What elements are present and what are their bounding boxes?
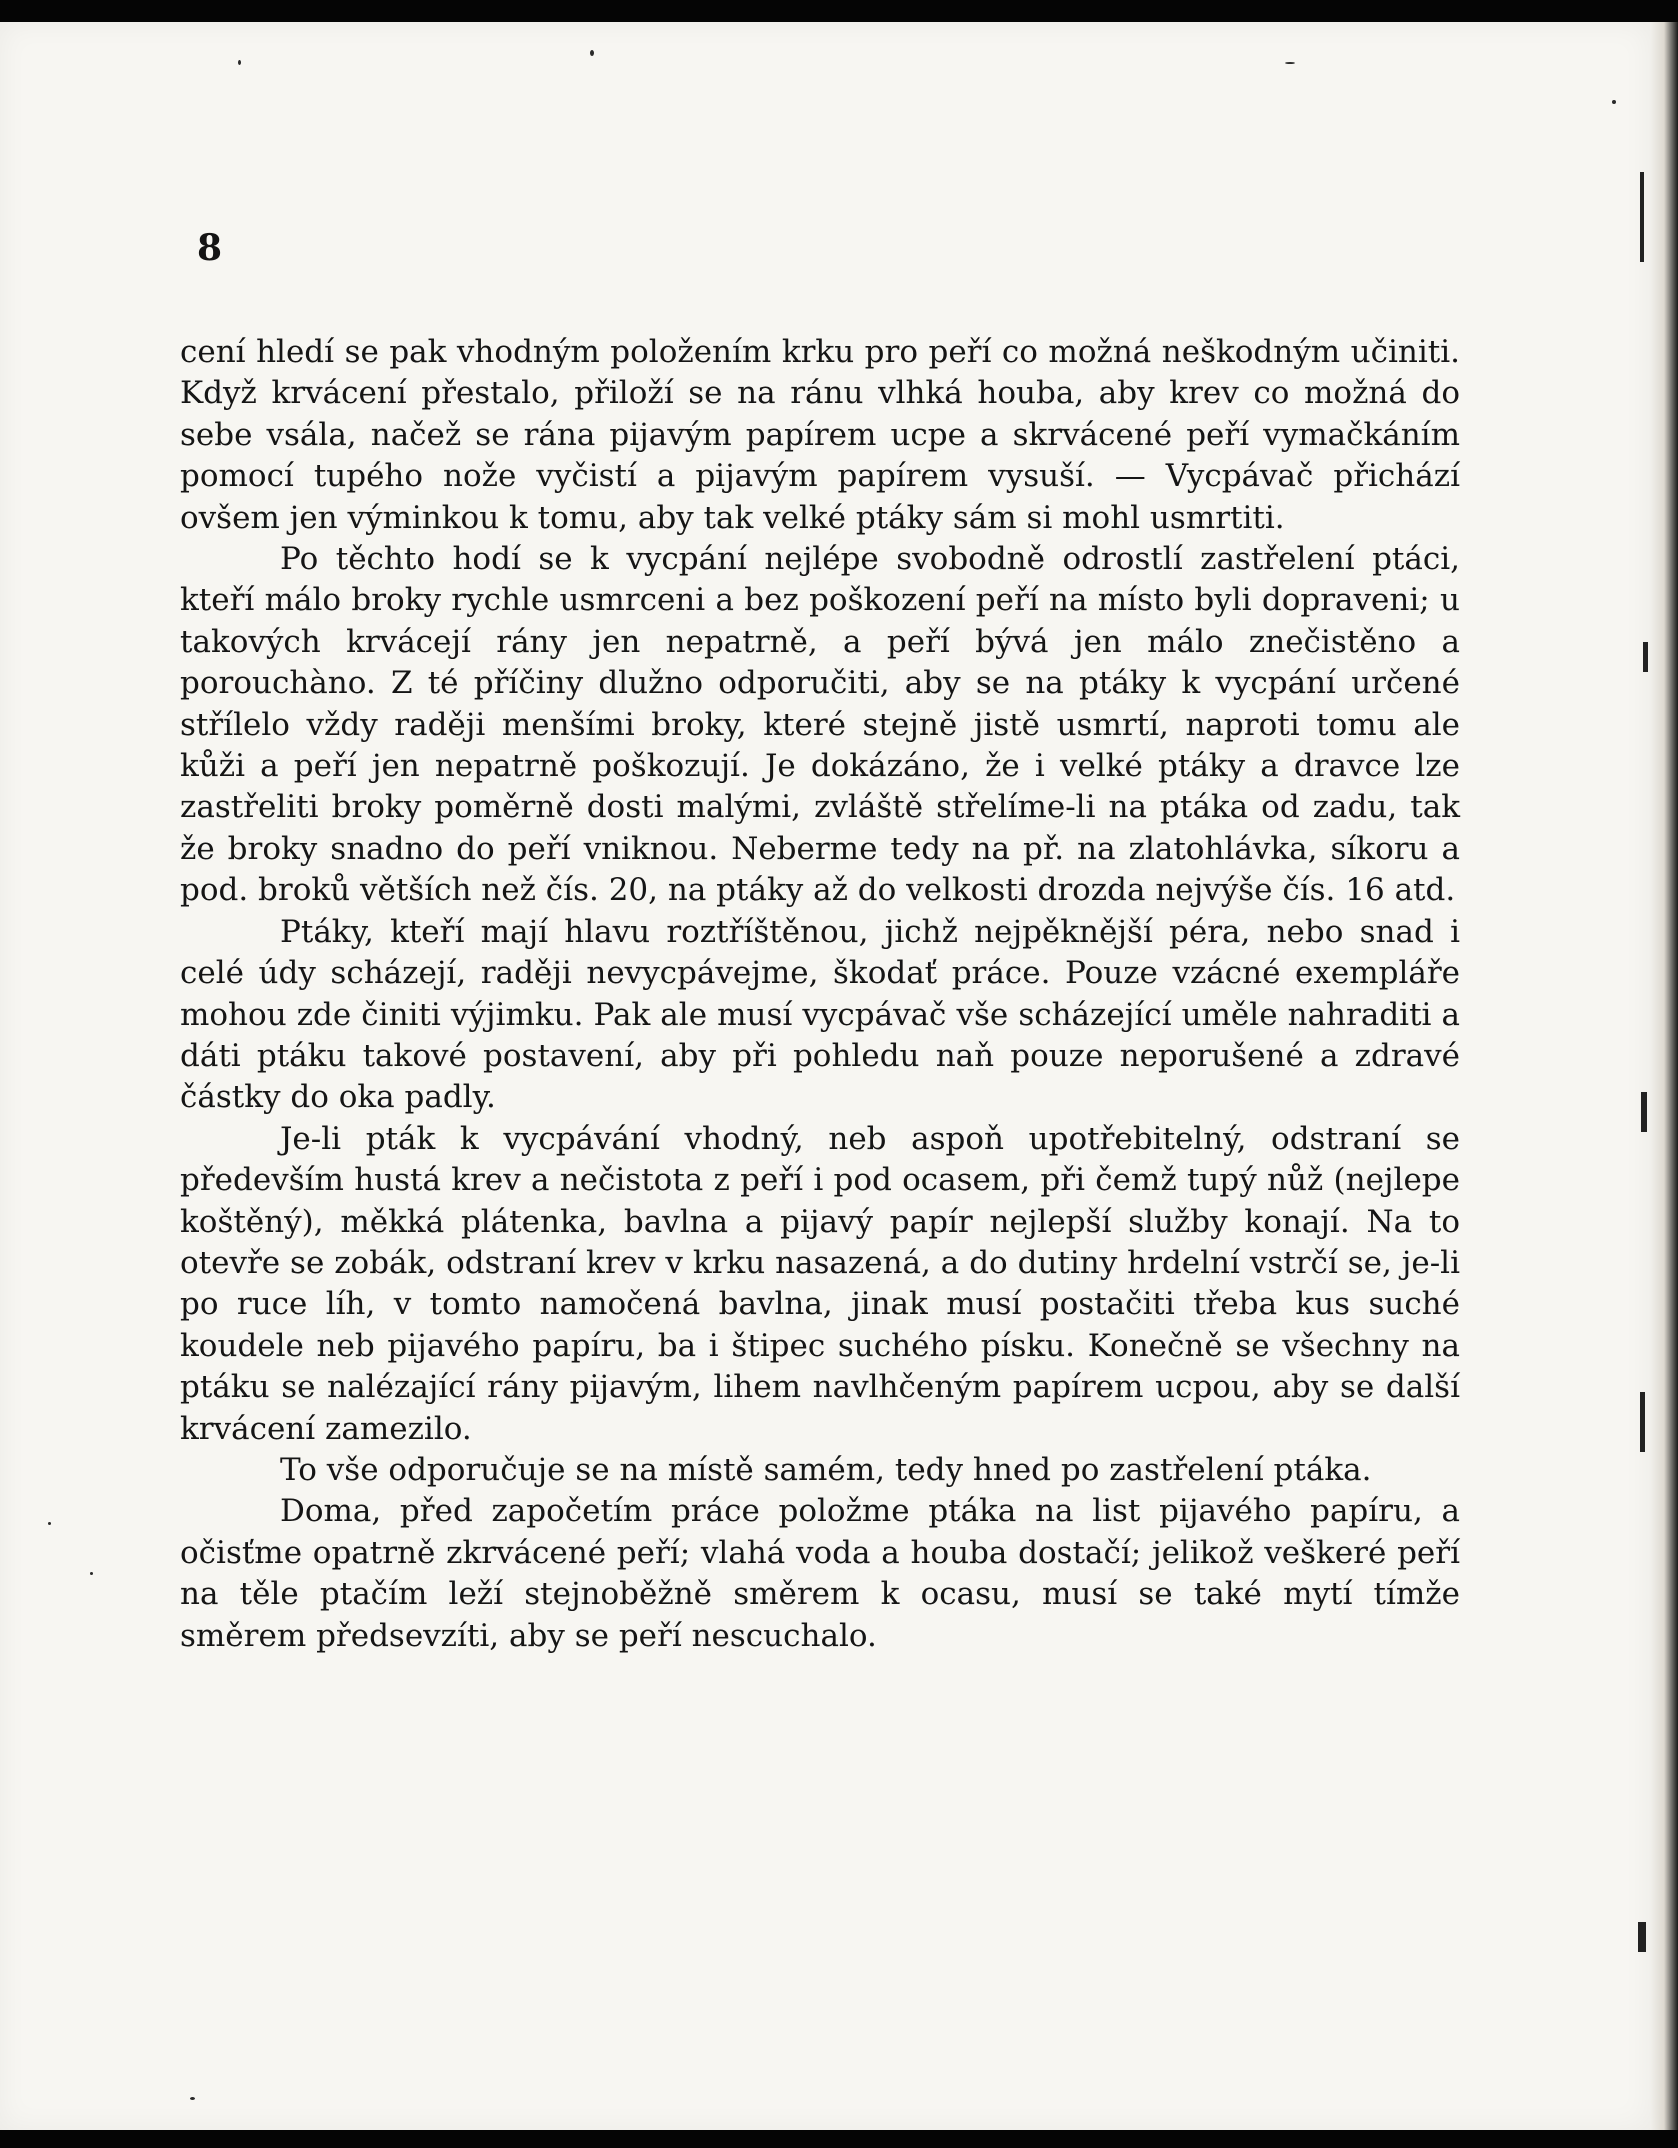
scan-speck — [590, 50, 594, 56]
body-text — [180, 332, 1460, 1657]
paragraph: Doma, před započetím práce položme ptáka na list pijavého papíru, a očisťme opatrně zkrvácené peří; vlahá voda a houba dostačí; jelikož veškeré peří na těle ptačím leží stejnoběžně směrem k ocasu, musí se také mytí tímže směrem předsevzíti, aby se peří nescuchalo. — [180, 1493, 1460, 1654]
paragraph: To vše odporučuje se na místě samém, tedy hned po zastřelení ptáka. — [280, 1451, 1372, 1488]
scan-speck — [238, 60, 241, 65]
scan-bottom-border — [0, 2130, 1678, 2148]
scan-speck — [90, 1572, 93, 1575]
paragraph: Je-li pták k vycpávání vhodný, neb aspoň upotřebitelný, odstraní se především hustá krev a nečistota z peří i pod ocasem, při čemž tupý nůž (nejlepe koštěný), měkká plátenka, bavlna a pijavý papír nejlepší služby konají. Na to otevře se zobák, odstraní krev v krku nasazená, a do dutiny hrdelní vstrčí se, je-li po ruce líh, v tomto namočená bavlna, jinak musí postačiti třeba kus suché koudele neb pijavého papíru, ba i štipec suchého písku. Konečně se všechny na ptáku se nalézající rány pijavým, lihem navlhčeným papírem ucpou, aby se další krvácení zamezilo. — [180, 1120, 1460, 1447]
scan-speck — [190, 2097, 195, 2100]
scan-top-border — [0, 0, 1678, 22]
book-page — [0, 22, 1650, 2130]
page-number: 8 — [197, 227, 223, 269]
binding-mark — [1643, 642, 1648, 672]
binding-mark — [1640, 172, 1644, 262]
binding-mark — [1641, 1092, 1647, 1132]
paragraph: Ptáky, kteří mají hlavu roztříštěnou, jichž nejpěknější péra, nebo snad i celé údy scházejí, raději nevycpávejme, škodať práce. Pouze vzácné exempláře mohou zde činiti výjimku. Pak ale musí vycpávač vše scházející uměle nahraditi a dáti ptáku takové postavení, aby při pohledu naň pouze neporušené a zdravé částky do oka padly. — [180, 913, 1460, 1116]
scan-speck — [1285, 62, 1295, 64]
binding-mark — [1638, 1922, 1646, 1952]
paragraph: cení hledí se pak vhodným položením krku pro peří co možná neškodným učiniti. Když krvácení přestalo, přiloží se na ránu vlhká houba, aby krev co možná do sebe vsála, načež se rána pijavým papírem ucpe a skrvácené peří vymačkáním pomocí tupého nože vyčistí a pijavým papírem vysuší. — Vycpávač přichází ovšem jen výminkou k tomu, aby tak velké ptáky sám si mohl usmrtiti. — [180, 334, 1460, 536]
scan-speck — [1612, 100, 1616, 104]
page-edge-shadow — [1650, 22, 1678, 2130]
binding-mark — [1640, 1392, 1645, 1452]
scan-speck — [48, 1522, 51, 1525]
paragraph: Po těchto hodí se k vycpání nejlépe svobodně odrostlí zastřelení ptáci, kteří málo broky rychle usmrceni a bez poškození peří na místo byli dopraveni; u takových krvácejí rány jen nepatrně, a peří bývá jen málo znečistěno a porouchàno. Z té příčiny dlužno odporučiti, aby se na ptáky k vycpání určené střílelo vždy raději menšími broky, které stejně jistě usmrtí, naproti tomu ale kůži a peří jen nepatrně poškozují. Je dokázáno, že i velké ptáky a dravce lze zastřeliti broky poměrně dosti malými, zvláště střelíme-li na ptáka od zadu, tak že broky snadno do peří vniknou. Neberme tedy na př. na zlatohlávka, síkoru a pod. broků větších než čís. 20, na ptáky až do velkosti drozda nejvýše čís. 16 atd. — [180, 541, 1460, 909]
